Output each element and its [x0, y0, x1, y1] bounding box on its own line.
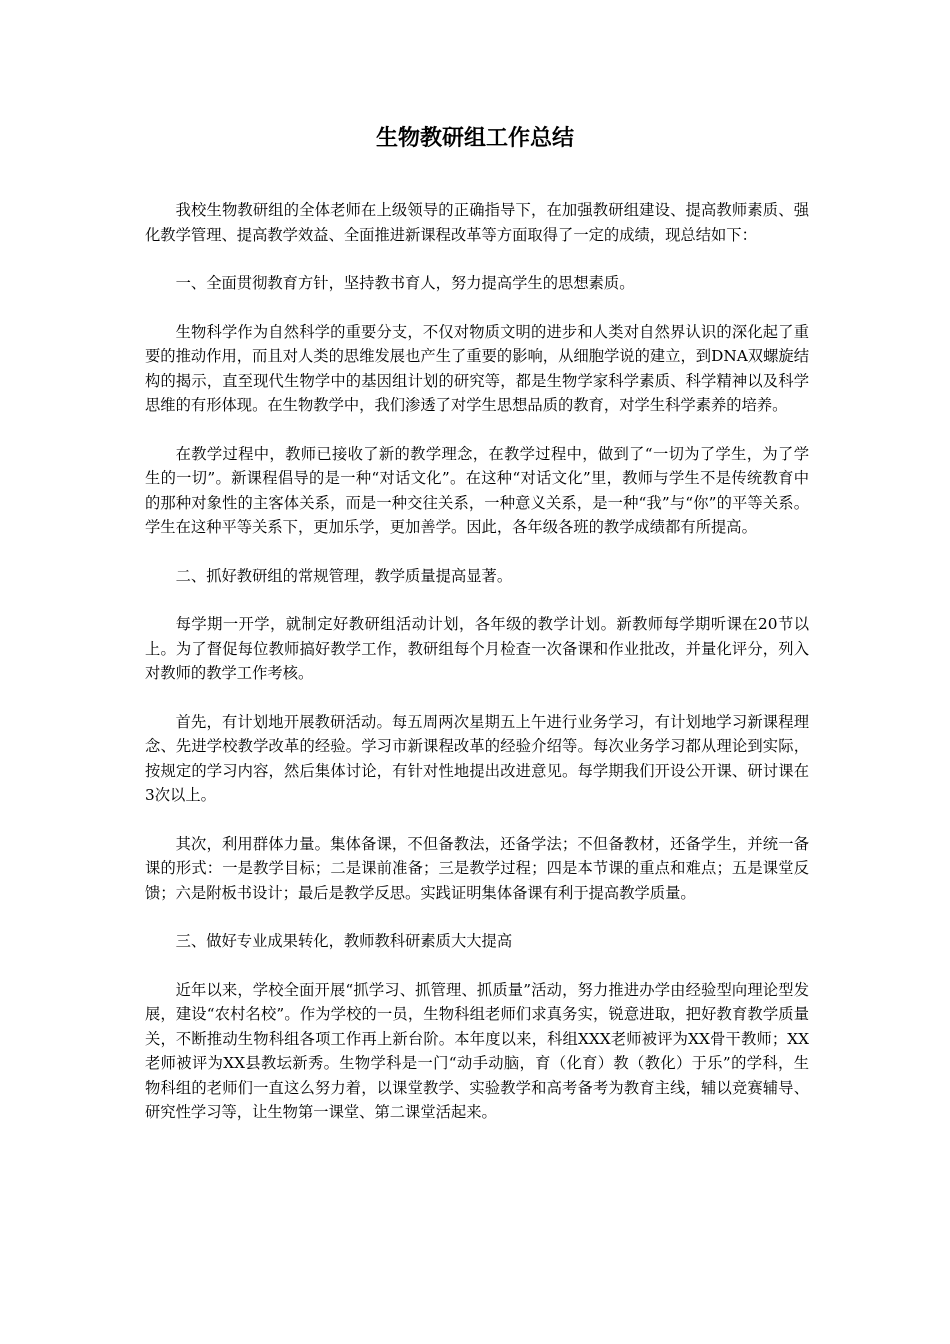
section-1-paragraph-2: 在教学过程中，教师已接收了新的教学理念，在教学过程中，做到了“一切为了学生，为了学生的一切”。新课程倡导的是一种“对话文化”。在这种“对话文化”里，教师与学生不是传统教育中的那种对象性的主客体关系，而是一种交往关系，一种意义关系，是一种“我”与“你”的平等关系。学生在这种平等关系下，更加乐学，更加善学。因此，各年级各班的教学成绩都有所提高。	[145, 444, 809, 536]
section-2-paragraph-1: 每学期一开学，就制定好教研组活动计划，各年级的教学计划。新教师每学期听课在20节以上。为了督促每位教师搞好教学工作，教研组每个月检查一次备课和作业批改，并量化评分，列入对教师的教学工作考核。	[145, 615, 809, 682]
section-2-paragraph-2: 首先，有计划地开展教研活动。每五周两次星期五上午进行业务学习，有计划地学习新课程理念、先进学校教学改革的经验。学习市新课程改革的经验介绍等。每次业务学习都从理论到实际，按规定的学习内容，然后集体讨论，有针对性地提出改进意见。每学期我们开设公开课、研讨课在3次以上。	[145, 712, 809, 804]
document-body	[145, 198, 809, 1149]
section-2-paragraph-3: 其次，利用群体力量。集体备课，不但备教法，还备学法；不但备教材，还备学生，并统一备课的形式：一是教学目标；二是课前准备；三是教学过程；四是本节课的重点和难点；五是课堂反馈；六是附板书设计；最后是教学反思。实践证明集体备课有利于提高教学质量。	[145, 834, 809, 902]
intro-paragraph: 我校生物教研组的全体老师在上级领导的正确指导下，在加强教研组建设、提高教师素质、强化教学管理、提高教学效益、全面推进新课程改革等方面取得了一定的成绩，现总结如下：	[145, 201, 809, 244]
document-title: 生物教研组工作总结	[375, 125, 574, 151]
section-heading-3: 三、做好专业成果转化，教师教科研素质大大提高	[175, 932, 513, 950]
section-heading-1: 一、全面贯彻教育方针，坚持教书育人，努力提高学生的思想素质。	[175, 274, 635, 292]
section-heading-2: 二、抓好教研组的常规管理，教学质量提高显著。	[175, 566, 513, 585]
section-1-paragraph-1: 生物科学作为自然科学的重要分支，不仅对物质文明的进步和人类对自然界认识的深化起了重要的推动作用，而且对人类的思维发展也产生了重要的影响，从细胞学说的建立，到DNA双螺旋结构的揭示，直至现代生物学中的基因组计划的研究等，都是生物学家科学素质、科学精神以及科学思维的有形体现。在生物教学中，我们渗透了对学生思想品质的教育，对学生科学素养的培养。	[145, 322, 809, 414]
section-3-paragraph-1: 近年以来，学校全面开展“抓学习、抓管理、抓质量”活动，努力推进办学由经验型向理论型发展，建设“农村名校”。作为学校的一员，生物科组老师们求真务实，锐意进取，把好教育教学质量关，不断推动生物科组各项工作再上新台阶。本年度以来，科组XXX老师被评为XX骨干教师；XX老师被评为XX县教坛新秀。生物学科是一门“动手动脑，育（化育）教（教化）于乐”的学科，生物科组的老师们一直这么努力着，以课堂教学、实验教学和高考备考为教育主线，辅以竞赛辅导、研究性学习等，让生物第一课堂、第二课堂活起来。	[145, 980, 809, 1121]
